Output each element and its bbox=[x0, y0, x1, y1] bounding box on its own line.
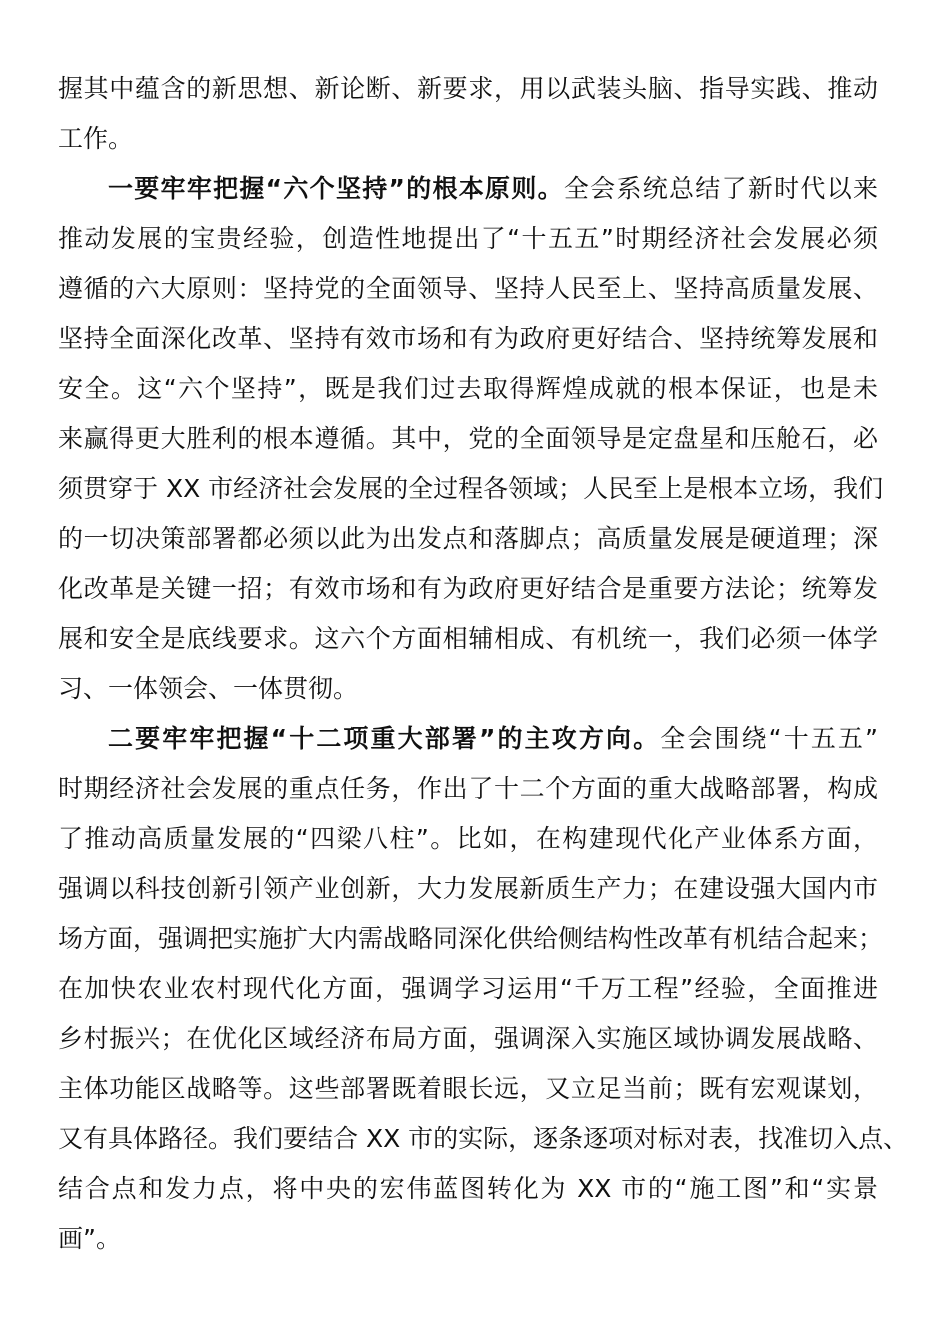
text-line bbox=[58, 464, 884, 514]
line-text: 场方面，强调把实施扩大内需战略同深化供给侧结构性改革有机结合起来； bbox=[58, 924, 884, 953]
line-text: 了推动高质量发展的“四梁八柱”。比如，在构建现代化产业体系方面， bbox=[58, 824, 878, 853]
text-line bbox=[58, 564, 878, 614]
text-line bbox=[58, 914, 884, 964]
text-line bbox=[58, 314, 878, 364]
line-text: 画”。 bbox=[58, 1224, 121, 1253]
text-line bbox=[58, 714, 878, 764]
line-text: 全会围绕“十五五” bbox=[660, 724, 878, 753]
line-text: 的一切决策部署都必须以此为出发点和落脚点；高质量发展是硬道理；深 bbox=[58, 524, 878, 553]
line-text: 强调以科技创新引领产业创新，大力发展新质生产力；在建设强大国内市 bbox=[58, 874, 878, 903]
line-text: 坚持全面深化改革、坚持有效市场和有为政府更好结合、坚持统筹发展和 bbox=[58, 324, 878, 353]
text-line bbox=[58, 164, 878, 214]
text-line bbox=[58, 514, 878, 564]
text-line bbox=[58, 1114, 909, 1164]
text-line bbox=[58, 614, 878, 664]
line-text: 遵循的六大原则：坚持党的全面领导、坚持人民至上、坚持高质量发展、 bbox=[58, 274, 878, 303]
text-line bbox=[58, 764, 878, 814]
line-text: 又有具体路径。我们要结合 XX 市的实际，逐条逐项对标对表，找准切入点、 bbox=[58, 1124, 909, 1153]
text-line bbox=[58, 1214, 878, 1264]
text-line bbox=[58, 964, 878, 1014]
line-text: 工作。 bbox=[58, 124, 134, 153]
text-line bbox=[58, 1064, 878, 1114]
line-text: 化改革是关键一招；有效市场和有为政府更好结合是重要方法论；统筹发 bbox=[58, 574, 878, 603]
text-line bbox=[58, 414, 878, 464]
text-line bbox=[58, 364, 878, 414]
line-text: 结合点和发力点，将中央的宏伟蓝图转化为 XX 市的“施工图”和“实景 bbox=[58, 1174, 878, 1203]
line-text: 展和安全是底线要求。这六个方面相辅相成、有机统一，我们必须一体学 bbox=[58, 624, 878, 653]
text-line bbox=[58, 814, 878, 864]
line-text: 全会系统总结了新时代以来 bbox=[563, 174, 878, 203]
line-text: 习、一体领会、一体贯彻。 bbox=[58, 674, 359, 703]
line-text: 握其中蕴含的新思想、新论断、新要求，用以武装头脑、指导实践、推动 bbox=[58, 74, 878, 103]
paragraph-heading: 一要牢牢把握“六个坚持”的根本原则。 bbox=[108, 174, 564, 203]
line-text: 须贯穿于 XX 市经济社会发展的全过程各领域；人民至上是根本立场，我们 bbox=[58, 474, 884, 503]
line-text: 乡村振兴；在优化区域经济布局方面，强调深入实施区域协调发展战略、 bbox=[58, 1024, 878, 1053]
text-line bbox=[58, 1014, 878, 1064]
text-line bbox=[58, 864, 878, 914]
line-text: 主体功能区战略等。这些部署既着眼长远，又立足当前；既有宏观谋划， bbox=[58, 1074, 878, 1103]
line-text: 安全。这“六个坚持”，既是我们过去取得辉煌成就的根本保证，也是未 bbox=[58, 374, 878, 403]
paragraph-heading: 二要牢牢把握“十二项重大部署”的主攻方向。 bbox=[108, 724, 661, 753]
document-body bbox=[58, 64, 909, 1264]
line-text: 推动发展的宝贵经验，创造性地提出了“十五五”时期经济社会发展必须 bbox=[58, 224, 878, 253]
line-text: 来赢得更大胜利的根本遵循。其中，党的全面领导是定盘星和压舱石，必 bbox=[58, 424, 878, 453]
text-line bbox=[58, 64, 878, 114]
text-line bbox=[58, 264, 878, 314]
text-line bbox=[58, 664, 878, 714]
line-text: 时期经济社会发展的重点任务，作出了十二个方面的重大战略部署，构成 bbox=[58, 774, 878, 803]
text-line bbox=[58, 214, 878, 264]
line-text: 在加快农业农村现代化方面，强调学习运用“千万工程”经验，全面推进 bbox=[58, 974, 878, 1003]
text-line bbox=[58, 114, 878, 164]
text-line bbox=[58, 1164, 878, 1214]
